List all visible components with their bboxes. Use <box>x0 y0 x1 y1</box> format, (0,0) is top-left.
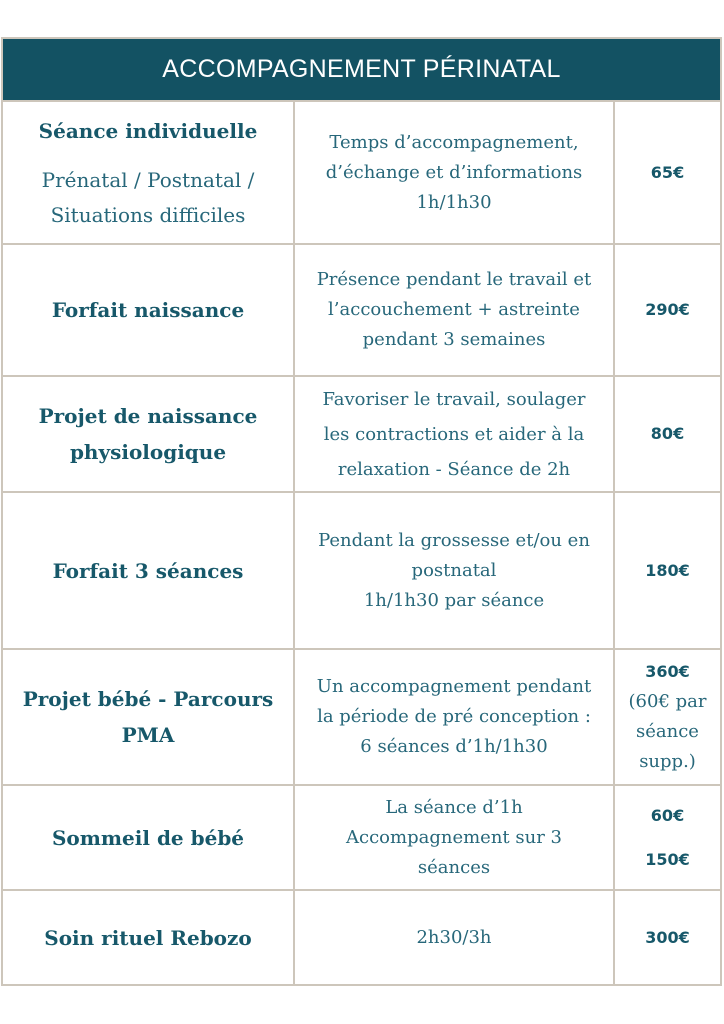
description-cell <box>295 377 615 491</box>
description-line: Un accompagnement pendant <box>316 676 592 697</box>
service-cell <box>3 493 295 648</box>
price-cell <box>615 377 720 491</box>
description-line: pendant 3 semaines <box>362 329 546 350</box>
description-line: relaxation - Séance de 2h <box>337 458 571 480</box>
price-note: (60€ par <box>628 691 707 712</box>
description-line: 2h30/3h <box>416 926 492 948</box>
description-line: 6 séances d’1h/1h30 <box>360 736 548 757</box>
price: 80€ <box>650 424 685 443</box>
price-cell <box>615 650 720 784</box>
service-title: Soin rituel Rebozo <box>44 925 252 950</box>
description-line: l’accouchement + astreinte <box>328 299 580 320</box>
description-line: Accompagnement sur 3 <box>346 826 562 848</box>
service-cell <box>3 650 295 784</box>
description-cell <box>295 102 615 243</box>
price-cell <box>615 245 720 375</box>
description-line: 1h/1h30 <box>416 191 492 213</box>
price-cell <box>615 493 720 648</box>
price: 360€ <box>645 662 690 681</box>
description-cell <box>295 650 615 784</box>
description-cell <box>295 786 615 889</box>
price-note: supp.) <box>639 751 696 772</box>
pricing-table <box>1 37 722 986</box>
price-cell <box>615 891 720 984</box>
service-cell <box>3 786 295 889</box>
table-row <box>3 786 720 891</box>
price-note: séance <box>636 721 699 742</box>
description-cell <box>295 891 615 984</box>
service-title: Projet bébé - Parcours <box>22 687 274 711</box>
description-line: séances <box>417 856 491 878</box>
table-row <box>3 377 720 493</box>
table-header <box>3 39 720 102</box>
description-line: la période de pré conception : <box>317 706 591 727</box>
table-title: ACCOMPAGNEMENT PÉRINATAL <box>162 55 561 83</box>
price: 300€ <box>645 927 690 947</box>
description-line: Temps d’accompagnement, <box>329 131 579 153</box>
price: 180€ <box>645 560 690 580</box>
subtitle-line: Situations difficiles <box>50 202 246 227</box>
service-title: Projet de naissance <box>38 404 258 428</box>
table-row <box>3 650 720 786</box>
description-cell <box>295 245 615 375</box>
price-cell <box>615 102 720 243</box>
price-cell <box>615 786 720 889</box>
service-title: Sommeil de bébé <box>51 825 245 850</box>
service-cell <box>3 377 295 491</box>
description-line: d’échange et d’informations <box>325 161 583 183</box>
table-row <box>3 102 720 245</box>
description-line: Pendant la grossesse et/ou en <box>318 529 590 551</box>
description-line: La séance d’1h <box>385 796 523 818</box>
service-cell <box>3 102 295 243</box>
service-title: Séance individuelle <box>38 118 258 143</box>
table-row <box>3 891 720 984</box>
service-title: Forfait 3 séances <box>52 558 244 583</box>
service-title: physiologique <box>69 440 227 464</box>
description-line: Présence pendant le travail et <box>316 269 592 290</box>
price: 150€ <box>645 849 690 869</box>
subtitle-line: Prénatal / Postnatal / <box>41 167 255 192</box>
description-line: postnatal <box>411 559 497 581</box>
price: 60€ <box>650 805 685 825</box>
description-cell <box>295 493 615 648</box>
description-line: les contractions et aider à la <box>323 423 585 445</box>
service-title: Forfait naissance <box>51 298 245 322</box>
service-cell <box>3 245 295 375</box>
description-line: 1h/1h30 par séance <box>363 589 545 611</box>
service-subtitle <box>42 163 255 233</box>
service-title: PMA <box>121 723 175 747</box>
description-line: Favoriser le travail, soulager <box>322 388 586 410</box>
table-row <box>3 245 720 377</box>
service-cell <box>3 891 295 984</box>
table-row <box>3 493 720 650</box>
price: 65€ <box>650 162 685 182</box>
price: 290€ <box>645 300 690 319</box>
